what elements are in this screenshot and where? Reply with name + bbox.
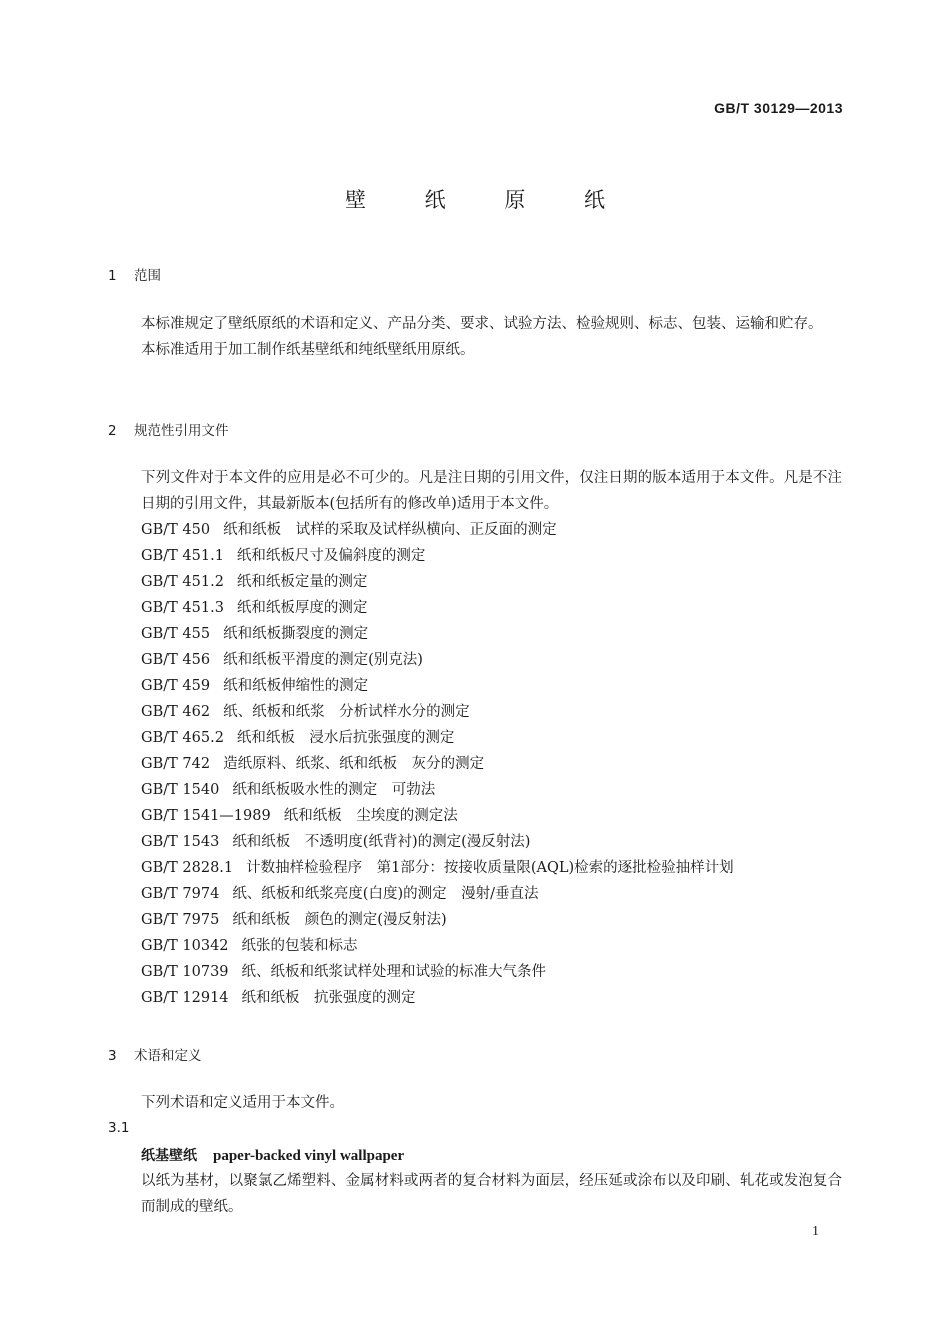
reference-title: 纸和纸板伸缩性的测定 (223, 678, 369, 694)
term-entry (141, 1145, 404, 1165)
term-chinese: 纸基壁纸 (141, 1148, 197, 1164)
clause-number: 3.1 (108, 1120, 130, 1136)
reference-code: GB/T 459 (141, 678, 211, 694)
section-1-heading (108, 264, 161, 284)
normative-references-list (141, 517, 734, 1011)
reference-title: 纸和纸板 试样的采取及试样纵横向、正反面的测定 (223, 522, 557, 538)
reference-code: GB/T 7974 (141, 886, 220, 902)
reference-title: 纸和纸板 不透明度(纸背衬)的测定(漫反射法) (232, 834, 531, 850)
reference-item (141, 647, 734, 673)
reference-title: 计数抽样检验程序 第1部分：按接收质量限(AQL)检索的逐批检验抽样计划 (246, 860, 734, 876)
reference-title: 纸和纸板撕裂度的测定 (223, 626, 369, 642)
section-2-number: 2 (108, 423, 117, 439)
reference-code: GB/T 10739 (141, 964, 229, 980)
reference-title: 纸和纸板吸水性的测定 可勃法 (232, 782, 436, 798)
reference-item (141, 543, 734, 569)
reference-item (141, 517, 734, 543)
reference-title: 纸张的包装和标志 (241, 938, 358, 954)
reference-code: GB/T 456 (141, 652, 211, 668)
scope-paragraph-2: 本标准适用于加工制作纸基壁纸和纯纸壁纸用原纸。 (141, 342, 475, 358)
reference-title: 纸、纸板和纸浆亮度(白度)的测定 漫射/垂直法 (232, 886, 539, 902)
reference-title: 造纸原料、纸浆、纸和纸板 灰分的测定 (223, 756, 485, 772)
reference-code: GB/T 12914 (141, 990, 229, 1006)
reference-code: GB/T 451.3 (141, 600, 224, 616)
section-2-title: 规范性引用文件 (134, 423, 229, 439)
reference-code: GB/T 7975 (141, 912, 220, 928)
standard-code: GB/T 30129—2013 (714, 100, 843, 116)
reference-item (141, 699, 734, 725)
reference-code: GB/T 2828.1 (141, 860, 234, 876)
document-title: 壁 纸 原 纸 (344, 188, 632, 212)
reference-title: 纸和纸板 浸水后抗张强度的测定 (236, 730, 455, 746)
section-3-intro-paragraph (108, 1090, 842, 1116)
term-english: paper-backed vinyl wallpaper (213, 1148, 405, 1164)
reference-item (141, 803, 734, 829)
section-2-heading (108, 419, 229, 439)
reference-item (141, 933, 734, 959)
reference-item (141, 621, 734, 647)
section-2-intro-paragraph (108, 465, 842, 517)
reference-code: GB/T 451.1 (141, 548, 224, 564)
reference-item (141, 595, 734, 621)
reference-item (141, 777, 734, 803)
reference-title: 纸、纸板和纸浆 分析试样水分的测定 (223, 704, 470, 720)
references-intro: 下列文件对于本文件的应用是必不可少的。凡是注日期的引用文件，仅注日期的版本适用于本文件。凡是不注日期的引用文件，其最新版本(包括所有的修改单)适用于本文件。 (141, 470, 842, 512)
reference-item (141, 829, 734, 855)
reference-item (141, 985, 734, 1011)
term-definition-paragraph (108, 1168, 842, 1220)
reference-code: GB/T 465.2 (141, 730, 224, 746)
reference-item (141, 907, 734, 933)
reference-title: 纸和纸板平滑度的测定(别克法) (223, 652, 423, 668)
reference-title: 纸、纸板和纸浆试样处理和试验的标准大气条件 (241, 964, 547, 980)
section-1-scope-paragraph (108, 311, 842, 363)
reference-code: GB/T 450 (141, 522, 211, 538)
reference-item (141, 569, 734, 595)
reference-item (141, 959, 734, 985)
reference-item (141, 751, 734, 777)
section-1-number: 1 (108, 268, 117, 284)
reference-title: 纸和纸板 尘埃度的测定法 (283, 808, 458, 824)
term-definition: 以纸为基材，以聚氯乙烯塑料、金属材料或两者的复合材料为面层，经压延或涂布以及印刷、轧花或发泡复合而制成的壁纸。 (141, 1173, 842, 1215)
section-3-number: 3 (108, 1048, 117, 1064)
section-3-title: 术语和定义 (134, 1048, 202, 1064)
reference-code: GB/T 462 (141, 704, 211, 720)
reference-item (141, 855, 734, 881)
section-1-title: 范围 (134, 268, 161, 284)
reference-title: 纸和纸板 颜色的测定(漫反射法) (232, 912, 447, 928)
reference-code: GB/T 742 (141, 756, 211, 772)
reference-code: GB/T 1540 (141, 782, 220, 798)
reference-title: 纸和纸板尺寸及偏斜度的测定 (236, 548, 426, 564)
reference-code: GB/T 455 (141, 626, 211, 642)
reference-title: 纸和纸板厚度的测定 (236, 600, 368, 616)
scope-paragraph-1: 本标准规定了壁纸原纸的术语和定义、产品分类、要求、试验方法、检验规则、标志、包装、运输和贮存。 (141, 316, 823, 332)
reference-code: GB/T 10342 (141, 938, 229, 954)
section-3-heading (108, 1044, 202, 1064)
reference-title: 纸和纸板定量的测定 (236, 574, 368, 590)
reference-item (141, 881, 734, 907)
reference-item (141, 673, 734, 699)
reference-item (141, 725, 734, 751)
page-number: 1 (812, 1224, 819, 1239)
reference-code: GB/T 451.2 (141, 574, 224, 590)
reference-code: GB/T 1543 (141, 834, 220, 850)
reference-title: 纸和纸板 抗张强度的测定 (241, 990, 416, 1006)
reference-code: GB/T 1541—1989 (141, 808, 271, 824)
terms-intro: 下列术语和定义适用于本文件。 (141, 1095, 344, 1111)
